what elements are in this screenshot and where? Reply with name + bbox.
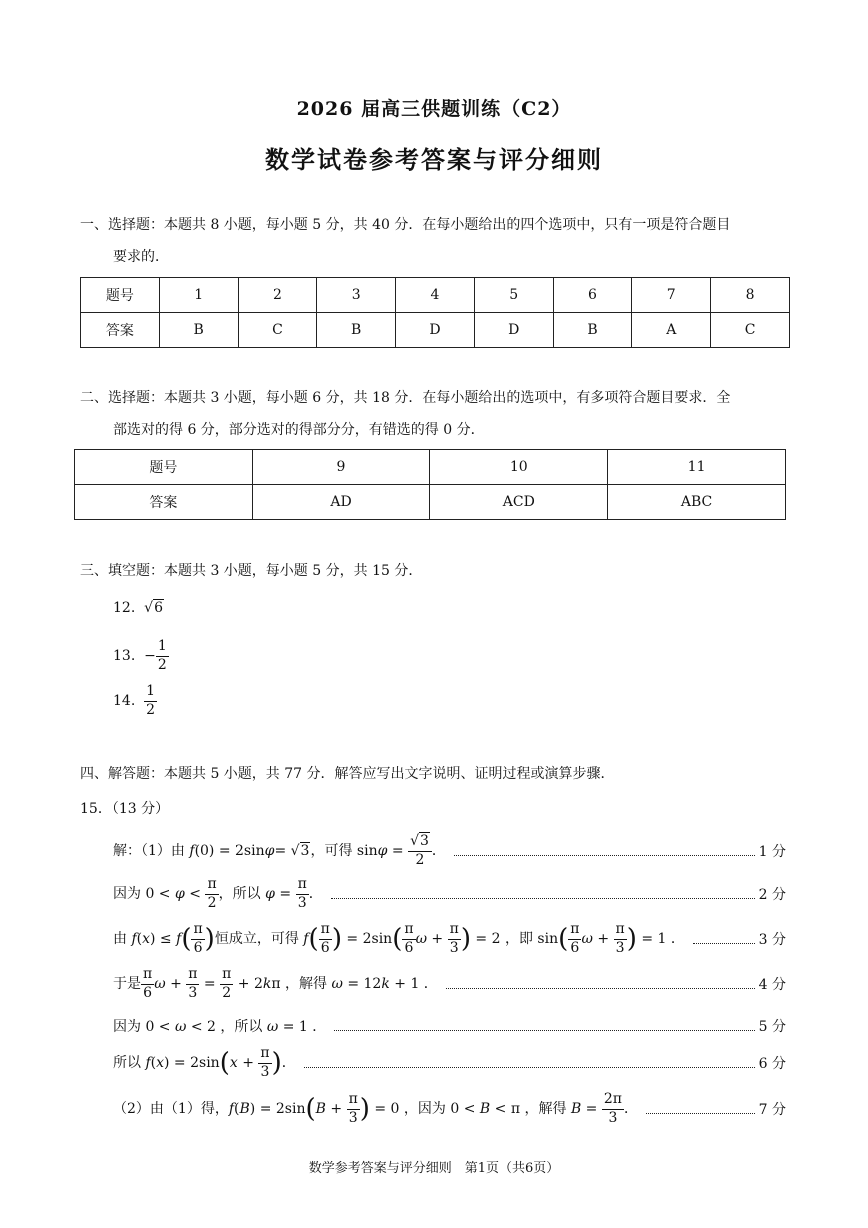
answer-14: 14. $\frac{1}{2}$: [113, 683, 156, 718]
answer-cell: B: [553, 313, 632, 348]
solution-step-1: 解：（1）由 f(0) = 2sinφ= √3，可得 sinφ = $\frac{√3}{2}$ ． 1 分: [113, 833, 786, 868]
answer-13: 13. − $\frac{1}{2}$: [113, 638, 167, 673]
row-label: 题号: [81, 278, 160, 313]
solution-step-4: 于是 $\frac{\pi}{6}$ ω + $\frac{\pi}{3}$ = $\frac{\pi}{2}$ + 2kπ ，解得 ω = 12k + 1 ． 4 分: [113, 966, 786, 1001]
fraction: $\frac{1}{2}$: [146, 683, 156, 718]
section-4-heading: 四、解答题：本题共 5 小题，共 77 分．解答应写出文字说明、证明过程或演算步骤．: [80, 766, 615, 782]
table-row-questions: [75, 450, 786, 485]
question-number: 11: [608, 450, 786, 485]
question-number: 6: [553, 278, 632, 313]
answer-cell: D: [474, 313, 553, 348]
answer-cell: B: [317, 313, 396, 348]
table-row-answers: [75, 485, 786, 520]
answer-cell: C: [238, 313, 317, 348]
row-label: 答案: [81, 313, 160, 348]
answer-cell: B: [159, 313, 238, 348]
fraction: $\frac{1}{2}$: [157, 638, 167, 673]
section-1-heading: 一、选择题：本题共 8 小题，每小题 5 分，共 40 分．在每小题给出的四个选项中，只有一项是符合题目 要求的．: [80, 217, 731, 265]
question-number: 5: [474, 278, 553, 313]
question-number: 10: [430, 450, 608, 485]
score-points: 2 分: [758, 887, 786, 903]
section-2-answer-table: [74, 449, 786, 520]
question-number: 1: [159, 278, 238, 313]
row-label: 答案: [75, 485, 253, 520]
table-row-questions: [81, 278, 790, 313]
solution-step-3: 由 f(x) ≤ f( $\frac{\pi}{6}$ )恒成立，可得 f( $\frac{\pi}{6}$ ) = 2sin( $\frac{\pi}{6}$ ω + $\frac{\pi}{3}$ ) = 2 ，即 sin( $\frac{\pi}{6}$ ω + $\frac{\pi}{3}$ ) = 1 ． 3 分: [113, 921, 786, 956]
question-number: 4: [396, 278, 475, 313]
answer-cell: AD: [252, 485, 430, 520]
section-2-heading: 二、选择题：本题共 3 小题，每小题 6 分，共 18 分．在每小题给出的选项中，有多项符合题目要求．全 部选对的得 6 分，部分选对的得部分分，有错选的得 0 分．: [80, 390, 731, 438]
solution-step-7: （2）由（1）得，f(B) = 2sin(B + $\frac{\pi}{3}$ ) = 0 ，因为 0 < B < π ，解得 B = $\frac{2\pi}{3}$ ． 7 分: [113, 1091, 786, 1126]
page-title: 2026 届高三供题训练（C2）: [296, 98, 572, 120]
score-points: 7 分: [758, 1102, 786, 1118]
solution-step-5: 因为 0 < ω < 2 ，所以 ω = 1 ． 5 分: [113, 1006, 786, 1046]
question-number: 9: [252, 450, 430, 485]
solution-step-2: 因为 0 < φ < $\frac{\pi}{2}$ ，所以 φ = $\frac{\pi}{3}$ ． 2 分: [113, 876, 786, 911]
section-1-answer-table: [80, 277, 790, 348]
page-subtitle: 数学试卷参考答案与评分细则: [265, 145, 603, 174]
question-number: 3: [317, 278, 396, 313]
page-footer: 数学参考答案与评分细则 第1页（共6页）: [308, 1161, 560, 1176]
answer-cell: ACD: [430, 485, 608, 520]
answer-cell: ABC: [608, 485, 786, 520]
section-3-heading: 三、填空题：本题共 3 小题，每小题 5 分，共 15 分．: [80, 563, 423, 579]
table-row-answers: [81, 313, 790, 348]
question-number: 7: [632, 278, 711, 313]
score-points: 3 分: [758, 932, 786, 948]
question-15-title: 15．（13 分）: [80, 801, 170, 817]
score-points: 5 分: [758, 1019, 786, 1035]
score-points: 6 分: [758, 1056, 786, 1072]
sqrt-expression: √6: [144, 600, 164, 616]
score-points: 1 分: [758, 844, 786, 860]
answer-cell: D: [396, 313, 475, 348]
answer-cell: C: [711, 313, 790, 348]
row-label: 题号: [75, 450, 253, 485]
solution-step-6: 所以 f(x) = 2sin(x + $\frac{\pi}{3}$ )． 6 分: [113, 1045, 786, 1080]
question-number: 2: [238, 278, 317, 313]
answer-12: 12. √6: [113, 600, 164, 616]
answer-cell: A: [632, 313, 711, 348]
question-number: 8: [711, 278, 790, 313]
score-points: 4 分: [758, 977, 786, 993]
